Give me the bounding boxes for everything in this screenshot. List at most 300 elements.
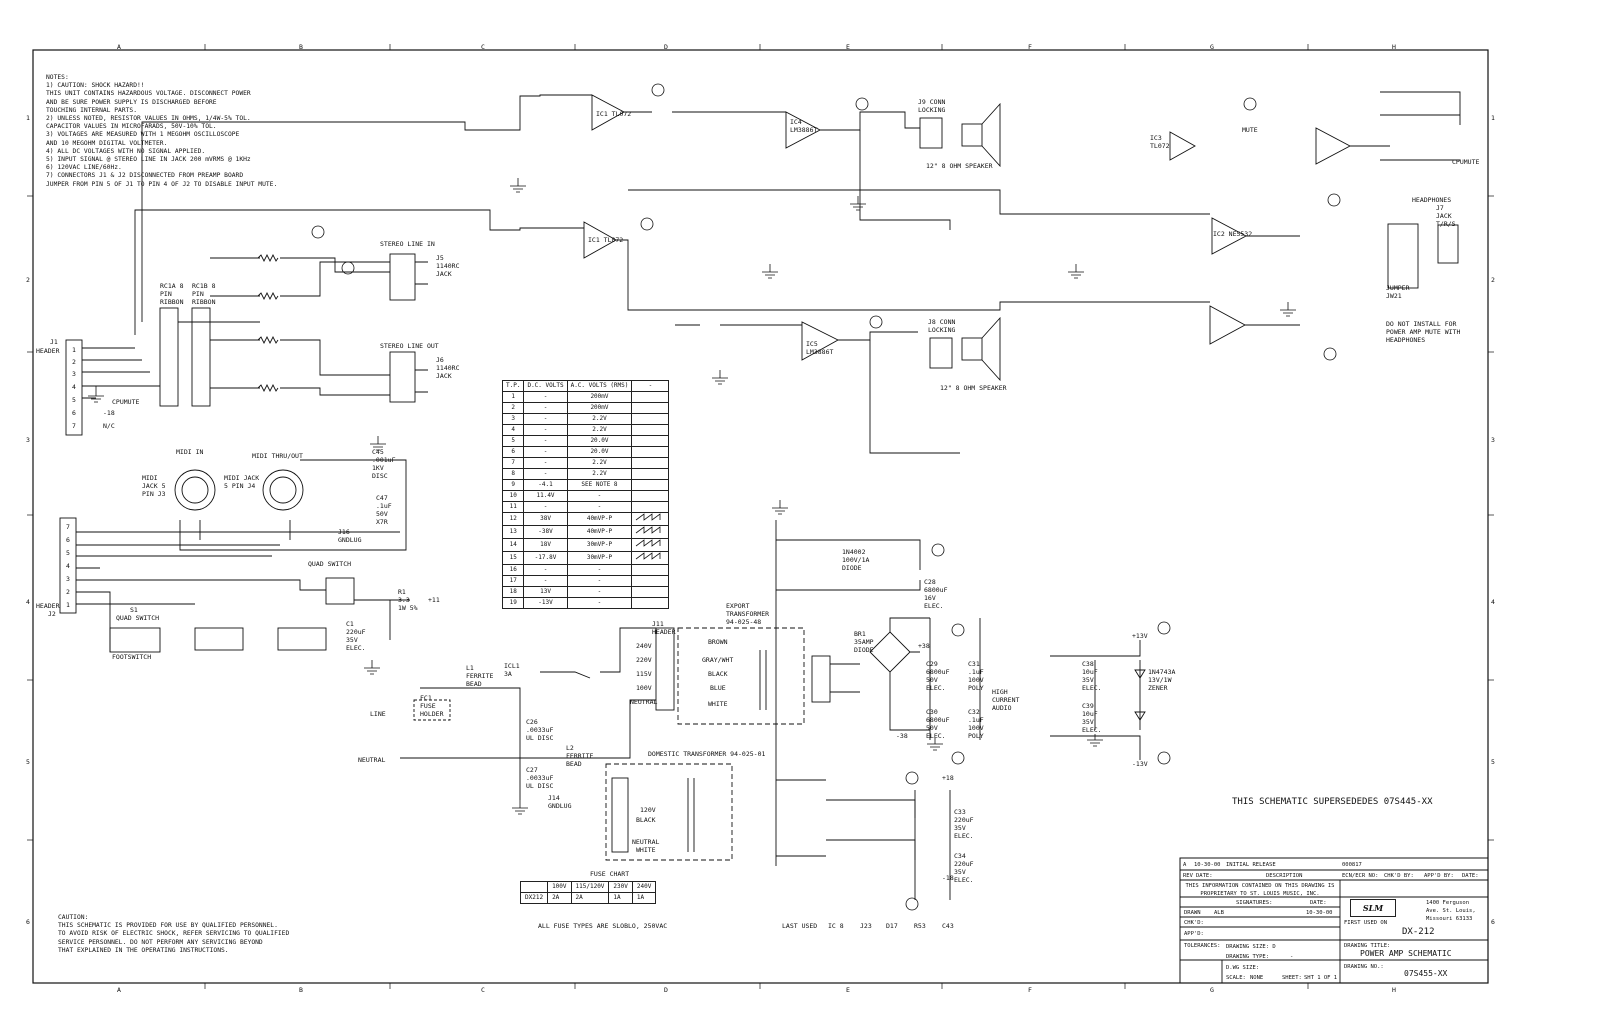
- zone-col-h-bottom: H: [1392, 986, 1396, 994]
- diode-spec-label: 1N4002 100V/1A DIODE: [842, 548, 870, 572]
- tp-cell: 38V: [524, 513, 567, 526]
- zone-row-6: 6: [26, 918, 30, 926]
- tp-cell: 2.2V: [567, 414, 632, 425]
- tp-cell: 11: [503, 502, 524, 513]
- waveform-icon: [632, 513, 669, 526]
- tp-cell: -: [524, 458, 567, 469]
- tp-cell: 7: [503, 458, 524, 469]
- j2-pin: 3: [66, 575, 70, 583]
- c39-label: C39 10uF 35V ELEC.: [1082, 702, 1102, 734]
- tp-table-row: [503, 552, 669, 565]
- waveform-icon: [632, 447, 669, 458]
- zone-col-d: D: [664, 43, 668, 51]
- j11-tap: 240V: [636, 642, 652, 650]
- high-current-label: HIGH CURRENT AUDIO: [992, 688, 1020, 712]
- j2-pin: 5: [66, 549, 70, 557]
- j4-label: MIDI JACK 5 PIN J4: [224, 474, 260, 490]
- tp-cell: -: [567, 502, 632, 513]
- fuse-chart-title: FUSE CHART: [590, 870, 630, 878]
- sheet-value: SHT 1 OF 1: [1304, 975, 1338, 981]
- tp-table-row: [503, 447, 669, 458]
- zone-col-h: H: [1392, 43, 1396, 51]
- rev-date: 10-30-00: [1194, 862, 1221, 868]
- zone-row-5: 5: [26, 758, 30, 766]
- tp-cell: -: [524, 447, 567, 458]
- j11-tap: 220V: [636, 656, 652, 664]
- tp-cell: 5: [503, 436, 524, 447]
- tp-cell: 8: [503, 469, 524, 480]
- note-line: AND 10 MEGOHM DIGITAL VOLTMETER.: [46, 139, 168, 147]
- c1-label: C1 220uF 35V ELEC.: [346, 620, 366, 652]
- j1-net-minus18: -18: [103, 409, 115, 417]
- zone-col-e: E: [846, 43, 850, 51]
- rev-header: REV: [1183, 873, 1193, 879]
- zone-col-g: G: [1210, 43, 1214, 51]
- note-line: 4) ALL DC VOLTAGES WITH NO SIGNAL APPLIED.: [46, 147, 206, 155]
- tp-cell: 19: [503, 598, 524, 609]
- l1-label: L1 FERRITE BEAD: [466, 664, 494, 688]
- ic3-label: IC3 TL072: [1150, 134, 1170, 150]
- j1-pin: 2: [72, 358, 76, 366]
- waveform-icon: [632, 491, 669, 502]
- proprietary-note: THIS INFORMATION CONTAINED ON THIS DRAWING IS PROPRIETARY TO ST. LOUIS MUSIC, INC.: [1185, 883, 1335, 897]
- tp-cell: -: [567, 598, 632, 609]
- signatures-label: SIGNATURES:: [1236, 900, 1273, 906]
- note-line: 7) CONNECTORS J1 & J2 DISCONNECTED FROM PREAMP BOARD: [46, 172, 244, 180]
- tp-cell: 10: [503, 491, 524, 502]
- ic1-top-label: IC1 TL072: [596, 110, 632, 118]
- scale-label: SCALE:: [1226, 975, 1246, 981]
- rev-header: DESCRIPTION: [1266, 873, 1303, 879]
- j11-tap: 115V: [636, 670, 652, 678]
- zener-label: 1N4743A 13V/1W ZENER: [1148, 668, 1176, 692]
- dom-wire: WHITE: [636, 846, 656, 854]
- tp-table-row: [503, 425, 669, 436]
- tp-cell: -: [524, 469, 567, 480]
- tp-cell: -: [524, 436, 567, 447]
- j2-pin: 4: [66, 562, 70, 570]
- tp-header-dc: D.C. VOLTS: [524, 381, 567, 392]
- rev-header: CHK'D BY:: [1384, 873, 1414, 879]
- tp-table-body: [503, 392, 669, 609]
- drawn-by: ALB: [1214, 910, 1224, 916]
- cpumute-label: CPUMUTE: [1452, 158, 1480, 166]
- tp-cell: 13V: [524, 587, 567, 598]
- tp-cell: 40mVP-P: [567, 513, 632, 526]
- note-line: 6) 120VAC LINE/60Hz.: [46, 164, 122, 172]
- c33-label: C33 220uF 35V ELEC.: [954, 808, 974, 840]
- waveform-icon: [632, 552, 669, 565]
- caution-line: THAT EXPLAINED IN THE OPERATING INSTRUCTIONS.: [58, 946, 229, 954]
- tp-cell: 20.0V: [567, 447, 632, 458]
- scale-value: NONE: [1250, 975, 1264, 981]
- tp-cell: 14: [503, 539, 524, 552]
- tp-cell: 9: [503, 480, 524, 491]
- tp-table-row: [503, 502, 669, 513]
- drawn-date: 10-30-00: [1306, 910, 1333, 916]
- tp-cell: 20.0V: [567, 436, 632, 447]
- drawing-no-label: DRAWING NO.:: [1344, 964, 1384, 970]
- tp-cell: 40mVP-P: [567, 526, 632, 539]
- dom-wire: 120V: [640, 806, 656, 814]
- zone-col-c: C: [481, 43, 485, 51]
- tp-cell: -: [524, 576, 567, 587]
- rev-letter: A: [1183, 862, 1187, 868]
- zone-row-6-right: 6: [1491, 918, 1495, 926]
- drawn-label: DRAWN: [1184, 910, 1201, 916]
- c30-label: C30 6800uF 50V ELEC.: [926, 708, 950, 740]
- waveform-icon: [632, 392, 669, 403]
- caution-block: [58, 914, 289, 955]
- c32-label: C32 .1uF 100V POLY: [968, 708, 984, 740]
- br1-label: BR1 35AMP DIODE: [854, 630, 874, 654]
- tp-table-row: [503, 436, 669, 447]
- drawing-type: -: [1290, 954, 1294, 960]
- rev-header: APP'D BY:: [1424, 873, 1454, 879]
- r1-label: R1 3.3 1W 5%: [398, 588, 418, 612]
- zone-row-1: 1: [26, 114, 30, 122]
- waveform-icon: [632, 403, 669, 414]
- zone-col-a-bottom: A: [117, 986, 121, 994]
- tp-table-row: [503, 491, 669, 502]
- tp-cell: 11.4V: [524, 491, 567, 502]
- tp-header-wave: -: [632, 381, 669, 392]
- zone-col-e-bottom: E: [846, 986, 850, 994]
- app-label: APP'D:: [1184, 931, 1204, 937]
- drawing-type-label: DRAWING TYPE:: [1226, 954, 1270, 960]
- fuse-cell: 2A: [571, 893, 609, 904]
- fuse-cell: DX212: [521, 893, 548, 904]
- c31-label: C31 .1uF 100V POLY: [968, 660, 984, 692]
- xfmr-wire-color: GRAY/WHT: [702, 656, 734, 664]
- j2-header-label: HEADER: [36, 602, 60, 610]
- fuse-header: 230V: [609, 882, 632, 893]
- last-used-j: J23: [860, 922, 872, 930]
- fuse-header: [521, 882, 548, 893]
- tp-table-row: [503, 513, 669, 526]
- tp-cell: 6: [503, 447, 524, 458]
- xfmr-wire-color: BLACK: [708, 670, 728, 678]
- icl1-label: ICL1 3A: [504, 662, 520, 678]
- minus18-label: -18: [942, 874, 954, 882]
- zone-col-b-bottom: B: [299, 986, 303, 994]
- waveform-icon: [632, 587, 669, 598]
- j1-net-nc: N/C: [103, 422, 115, 430]
- chk-label: CHK'D:: [1184, 920, 1204, 926]
- speaker-2-label: 12" 8 OHM SPEAKER: [940, 384, 1007, 392]
- tp-table-row: [503, 576, 669, 587]
- j7-label: J7 JACK T/R/S: [1436, 204, 1456, 228]
- zone-col-g-bottom: G: [1210, 986, 1214, 994]
- drawing-title-label: DRAWING TITLE:: [1344, 943, 1391, 949]
- notes-title: NOTES:: [46, 74, 69, 81]
- tp-cell: 15: [503, 552, 524, 565]
- c34-label: C34 220uF 35V ELEC.: [954, 852, 974, 884]
- sheet-label: SHEET:: [1282, 975, 1302, 981]
- waveform-icon: [632, 458, 669, 469]
- c28-label: C28 6800uF 16V ELEC.: [924, 578, 948, 610]
- j2-pin: 1: [66, 601, 70, 609]
- tp-cell: 2.2V: [567, 425, 632, 436]
- tp-cell: -38V: [524, 526, 567, 539]
- drawing-size-label: DRAWING SIZE: D: [1226, 944, 1276, 950]
- tp-cell: 3: [503, 414, 524, 425]
- midi-in-label: MIDI IN: [176, 448, 204, 456]
- waveform-icon: [632, 469, 669, 480]
- supersedes-note: THIS SCHEMATIC SUPERSEDEDES 07S445-XX: [1232, 797, 1433, 807]
- zone-row-3: 3: [26, 436, 30, 444]
- tp-table-row: [503, 565, 669, 576]
- j1-pin: 6: [72, 409, 76, 417]
- midi-thru-label: MIDI THRU/OUT: [252, 452, 303, 460]
- tp-cell: 13: [503, 526, 524, 539]
- j1-pin: 7: [72, 422, 76, 430]
- j2-pin: 6: [66, 536, 70, 544]
- tp-cell: 18V: [524, 539, 567, 552]
- j1-pin: 5: [72, 396, 76, 404]
- tp-table-row: [503, 526, 669, 539]
- jumper-note: DO NOT INSTALL FOR POWER AMP MUTE WITH HEADPHONES: [1386, 320, 1461, 344]
- j2-pin: 2: [66, 588, 70, 596]
- note-line: 5) INPUT SIGNAL @ STEREO LINE IN JACK 200 mVRMS @ 1KHz: [46, 156, 251, 164]
- j5-label: J5 1140RC JACK: [436, 254, 460, 278]
- c26-label: C26 .0033uF UL DISC: [526, 718, 554, 742]
- zone-col-c-bottom: C: [481, 986, 485, 994]
- j1-header-label: HEADER: [36, 347, 60, 355]
- rev-description: INITIAL RELEASE: [1226, 862, 1276, 868]
- tp-cell: -: [524, 392, 567, 403]
- caution-line: TO AVOID RISK OF ELECTRIC SHOCK, REFER SERVICING TO QUALIFIED: [58, 930, 290, 938]
- fuse-header: 240V: [632, 882, 655, 893]
- dom-wire: NEUTRAL: [632, 838, 660, 846]
- c38-label: C38 10uF 35V ELEC.: [1082, 660, 1102, 692]
- tp-table-row: [503, 392, 669, 403]
- tp-header-ac: A.C. VOLTS (RMS): [567, 381, 632, 392]
- xfmr-wire-color: BLUE: [710, 684, 726, 692]
- ic1-bot-label: IC1 TL072: [588, 236, 624, 244]
- tp-cell: 30mVP-P: [567, 552, 632, 565]
- company-logo: SLM: [1350, 899, 1396, 917]
- minus38-label: -38: [896, 732, 908, 740]
- plus11-label: +11: [428, 596, 440, 604]
- c27-label: C27 .0033uF UL DISC: [526, 766, 554, 790]
- fuse-cell: 1A: [632, 893, 655, 904]
- headphones-label: HEADPHONES: [1412, 196, 1452, 204]
- tp-table-row: [503, 403, 669, 414]
- ic2-label: IC2 NE5532: [1213, 230, 1253, 238]
- zone-col-d-bottom: D: [664, 986, 668, 994]
- tp-cell: 1: [503, 392, 524, 403]
- plus38-label: +38: [918, 642, 930, 650]
- stereo-line-out-label: STEREO LINE OUT: [380, 342, 439, 350]
- tp-cell: -17.8V: [524, 552, 567, 565]
- s1-label: S1: [130, 606, 138, 614]
- waveform-icon: [632, 598, 669, 609]
- rev-header: DATE:: [1462, 873, 1479, 879]
- rc1b-label: RC1B 8 PIN RIBBON: [192, 282, 216, 306]
- line-label: LINE: [370, 710, 386, 718]
- plus13-label: +13V: [1132, 632, 1148, 640]
- j11-tap: 100V: [636, 684, 652, 692]
- test-point-table: [502, 380, 669, 609]
- rev-header: ECN/ECR NO:: [1342, 873, 1379, 879]
- tp-cell: -: [567, 576, 632, 587]
- tp-cell: -: [524, 565, 567, 576]
- tp-cell: 16: [503, 565, 524, 576]
- fc1-label: FC1 FUSE HOLDER: [420, 694, 444, 718]
- fuse-chart-table: [520, 881, 656, 904]
- tp-cell: 12: [503, 513, 524, 526]
- note-line: 2) UNLESS NOTED, RESISTOR VALUES IN OHMS, 1/4W-5% TOL.: [46, 115, 251, 123]
- tp-cell: -: [524, 502, 567, 513]
- l2-label: L2 FERRITE BEAD: [566, 744, 594, 768]
- zone-row-4: 4: [26, 598, 30, 606]
- tp-cell: -: [567, 491, 632, 502]
- fuse-header: 115/120V: [571, 882, 609, 893]
- tp-cell: -: [567, 587, 632, 598]
- tp-cell: -: [524, 403, 567, 414]
- note-line: CAPACITOR VALUES IN MICROFARADS, 50V-10% TOL.: [46, 123, 217, 131]
- zone-col-b: B: [299, 43, 303, 51]
- tp-cell: -13V: [524, 598, 567, 609]
- tp-cell: -4.1: [524, 480, 567, 491]
- waveform-icon: [632, 425, 669, 436]
- company-address: 1400 Ferguson Ave. St. Louis, Missouri 63133: [1426, 900, 1476, 922]
- rc1a-label: RC1A 8 PIN RIBBON: [160, 282, 184, 306]
- fuse-note: ALL FUSE TYPES ARE SLOBLO, 250VAC: [538, 922, 668, 930]
- first-used-label: FIRST USED ON: [1344, 920, 1388, 926]
- tp-cell: 17: [503, 576, 524, 587]
- j1-pin: 3: [72, 370, 76, 378]
- jumper-label: JUMPER JW21: [1386, 284, 1410, 300]
- caution-line: THIS SCHEMATIC IS PROVIDED FOR USE BY QUALIFIED PERSONNEL.: [58, 922, 278, 930]
- waveform-icon: [632, 414, 669, 425]
- zone-col-a: A: [117, 43, 121, 51]
- note-line: AND BE SURE POWER SUPPLY IS DISCHARGED BEFORE: [46, 98, 217, 106]
- rev-ecn: 000817: [1342, 862, 1362, 868]
- speaker-1-label: 12" 8 OHM SPEAKER: [926, 162, 993, 170]
- quad-switch-label: QUAD SWITCH: [116, 614, 160, 622]
- last-used-d: D17: [886, 922, 898, 930]
- zone-row-4-right: 4: [1491, 598, 1495, 606]
- zone-row-1-right: 1: [1491, 114, 1495, 122]
- rev-header: DATE:: [1196, 873, 1213, 879]
- date-label: DATE:: [1310, 900, 1327, 906]
- tp-cell: 2: [503, 403, 524, 414]
- plus18-label: +18: [942, 774, 954, 782]
- tolerances-label: TOLERANCES:: [1184, 943, 1221, 949]
- tp-cell: 200mV: [567, 392, 632, 403]
- mute-label: MUTE: [1242, 126, 1258, 134]
- zone-row-3-right: 3: [1491, 436, 1495, 444]
- last-used-label: LAST USED: [782, 922, 818, 930]
- zone-col-f: F: [1028, 43, 1032, 51]
- zone-row-5-right: 5: [1491, 758, 1495, 766]
- notes-block: [46, 74, 277, 189]
- dwg-size-label: D.WG SIZE:: [1226, 965, 1260, 971]
- j2-pin: 7: [66, 523, 70, 531]
- c29-label: C29 6800uF 50V ELEC.: [926, 660, 950, 692]
- j6-label: J6 1140RC JACK: [436, 356, 460, 380]
- tp-cell: 4: [503, 425, 524, 436]
- last-used-r: R53: [914, 922, 926, 930]
- c47-label: C47 .1uF 50V X7R: [376, 494, 392, 526]
- j1-pin: 4: [72, 383, 76, 391]
- dom-wire: BLACK: [636, 816, 656, 824]
- waveform-icon: [632, 565, 669, 576]
- note-line: TOUCHING INTERNAL PARTS.: [46, 106, 137, 114]
- export-transformer-label: EXPORT TRANSFORMER 94-025-48: [726, 602, 770, 626]
- stereo-line-in-label: STEREO LINE IN: [380, 240, 435, 248]
- tp-cell: 2.2V: [567, 458, 632, 469]
- neutral-label: NEUTRAL: [358, 756, 386, 764]
- waveform-icon: [632, 576, 669, 587]
- j3-label: MIDI JACK 5 PIN J3: [142, 474, 166, 498]
- waveform-icon: [632, 480, 669, 491]
- j1-pin: 1: [72, 346, 76, 354]
- tp-cell: -: [524, 425, 567, 436]
- tp-cell: 30mVP-P: [567, 539, 632, 552]
- fuse-cell: 2A: [548, 893, 571, 904]
- j14-label: J14 GNDLUG: [548, 794, 572, 810]
- note-line: JUMPER FROM PIN 5 OF J1 TO PIN 4 OF J2 TO DISABLE INPUT MUTE.: [46, 180, 278, 188]
- tp-cell: 18: [503, 587, 524, 598]
- tp-cell: 200mV: [567, 403, 632, 414]
- model-number: DX-212: [1402, 927, 1435, 937]
- j11-tap: NEUTRAL: [630, 698, 658, 706]
- domestic-transformer-label: DOMESTIC TRANSFORMER 94-025-01: [648, 750, 766, 758]
- zone-row-2-right: 2: [1491, 276, 1495, 284]
- ic5-label: IC5 LM3886T: [806, 340, 834, 356]
- j16-label: J16 GNDLUG: [338, 528, 362, 544]
- ic4-label: IC4 LM3886T: [790, 118, 818, 134]
- footswitch-label: FOOTSWITCH: [112, 653, 152, 661]
- j1-label: J1: [50, 338, 58, 346]
- waveform-icon: [632, 502, 669, 513]
- tp-cell: -: [524, 414, 567, 425]
- tp-table-row: [503, 587, 669, 598]
- note-line: 3) VOLTAGES ARE MEASURED WITH 1 MEGOHM OSCILLOSCOPE: [46, 131, 240, 139]
- zone-row-2: 2: [26, 276, 30, 284]
- minus13-label: -13V: [1132, 760, 1148, 768]
- tp-cell: 2.2V: [567, 469, 632, 480]
- last-used-c: C43: [942, 922, 954, 930]
- quad-switch-label: QUAD SWITCH: [308, 560, 352, 568]
- tp-table-row: [503, 480, 669, 491]
- tp-cell: SEE NOTE 8: [567, 480, 632, 491]
- tp-table-row: [503, 539, 669, 552]
- c45-label: C45 .001uF 1KV DISC: [372, 448, 396, 480]
- note-line: THIS UNIT CONTAINS HAZARDOUS VOLTAGE. DISCONNECT POWER: [46, 90, 251, 98]
- j8-label: J8 CONN LOCKING: [928, 318, 956, 334]
- drawing-title: POWER AMP SCHEMATIC: [1360, 949, 1452, 958]
- waveform-icon: [632, 526, 669, 539]
- fuse-header: 100V: [548, 882, 571, 893]
- j1-net-cpumute: CPUMUTE: [112, 398, 140, 406]
- j2-label: J2: [48, 610, 56, 618]
- xfmr-wire-color: WHITE: [708, 700, 728, 708]
- last-used-ic: IC 8: [828, 922, 844, 930]
- drawing-number: 07S455-XX: [1404, 969, 1448, 978]
- xfmr-wire-color: BROWN: [708, 638, 728, 646]
- fuse-cell: 1A: [609, 893, 632, 904]
- tp-table-row: [503, 469, 669, 480]
- caution-title: CAUTION:: [58, 914, 89, 921]
- j11-label: J11 HEADER: [652, 620, 676, 636]
- zone-col-f-bottom: F: [1028, 986, 1032, 994]
- waveform-icon: [632, 539, 669, 552]
- tp-cell: -: [567, 565, 632, 576]
